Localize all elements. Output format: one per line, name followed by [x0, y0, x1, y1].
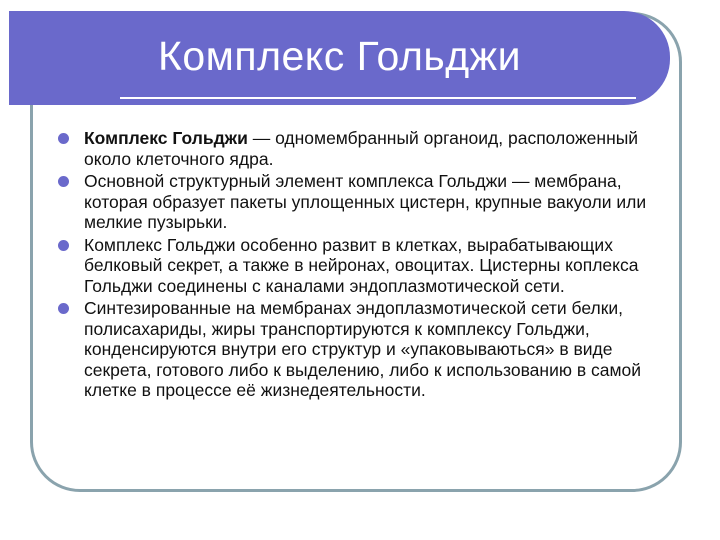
slide-title: Комплекс Гольджи [158, 33, 521, 79]
bullet-text: Синтезированные на мембранах эндоплазмотической сети белки, полисахариды, жиры транспортируются к комплексу Гольджи, конденсируются внутри его структур и «упаковываються» в виде секрета, готового либо к выделению, либо к использованию в самой клетке в процессе её жизнедеятельности. [84, 298, 642, 400]
bullet-item [54, 298, 674, 401]
bullet-item [54, 171, 674, 233]
bullet-dot-icon [58, 240, 69, 251]
bullet-dot-icon [58, 303, 69, 314]
slide-content [54, 128, 674, 403]
bullet-item [54, 235, 674, 297]
bullet-item [54, 128, 674, 169]
bullet-bold-term: Комплекс Гольджи [84, 128, 248, 148]
bullet-text: Комплекс Гольджи особенно развит в клетках, вырабатывающих белковый секрет, а также в нейронах, овоцитах. Цистерны коплекса Гольджи соединены с каналами эндоплазмотической сети. [84, 234, 639, 296]
bullet-text: Основной структурный элемент комплекса Гольджи — мембрана, которая образует пакеты уплощенных цистерн, крупные вакуоли или мелкие пузырьки. [84, 171, 647, 232]
bullet-list [54, 128, 674, 401]
bullet-text: — одномембранный органоид, расположенный около клеточного ядра. [84, 128, 639, 169]
bullet-dot-icon [58, 133, 69, 144]
title-underline [120, 97, 636, 99]
bullet-dot-icon [58, 176, 69, 187]
